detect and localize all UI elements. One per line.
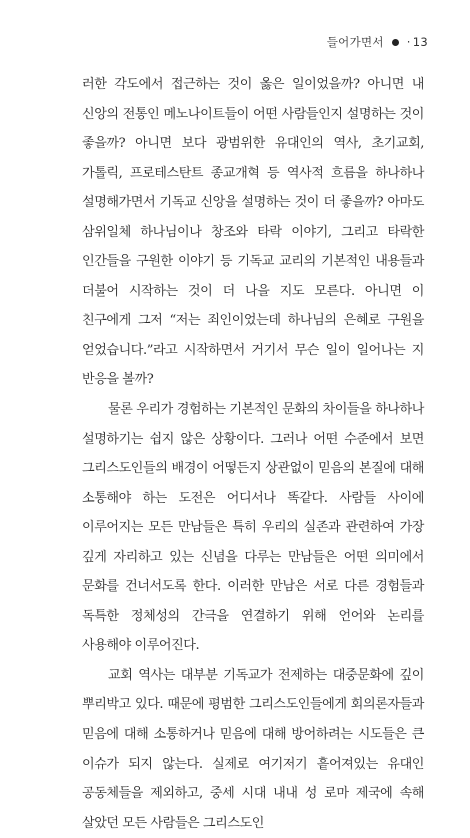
body-text xyxy=(82,70,424,838)
paragraph: 물론 우리가 경험하는 기본적인 문화의 차이들을 하나하나 설명하기는 쉽지 않은 상황이다. 그러나 어떤 수준에서 보면 그리스도인들의 배경이 어떻든지 상관없이 믿음의 본질에 대해 소통해야 하는 도전은 어디서나 똑같다. 사람들 사이에 이루어지는 모든 만남들은 특히 우리의 실존과 관련하여 가장 깊게 자리하고 있는 신념을 다루는 만남들은 어떤 의미에서 문화를 건너서도록 한다. 이러한 만남은 서로 다른 경험들과 독특한 정체성의 간극을 연결하기 위해 언어와 논리를 사용해야 이루어진다. xyxy=(82,402,424,654)
page-number-separator: · xyxy=(406,35,411,49)
chapter-title: 들어가면서 xyxy=(326,35,384,49)
paragraph: 러한 각도에서 접근하는 것이 옳은 일이었을까? 아니면 내 신앙의 전통인 메노나이트들이 어떤 사람들인지 설명하는 것이 좋을까? 아니면 보다 광범위한 유대인의 역사, 초기교회, 가톨릭, 프로테스탄트 종교개혁 등 역사적 흐름을 하나하나 설명해가면서 기독교 신앙을 설명하는 것이 더 좋을까? 아마도 삼위일체 하나님이나 창조와 타락 이야기, 그리고 타락한 인간들을 구원한 이야기 등 기독교 교리의 기본적인 내용들과 더불어 시작하는 것이 더 나을 지도 모른다. 아니면 이 친구에게 그저 “저는 죄인이었는데 하나님의 은혜로 구원을 얻었습니다.”라고 시작하면서 거기서 무슨 일이 일어나는 지 반응을 볼까? xyxy=(82,77,424,388)
bullet-dot-icon xyxy=(392,39,399,46)
page-number: 13 xyxy=(412,35,428,49)
paragraph: 교회 역사는 대부분 기독교가 전제하는 대중문화에 깊이 뿌리박고 있다. 때문에 평범한 그리스도인들에게 회의론자들과 믿음에 대해 소통하거나 믿음에 대해 방어하려는 시도들은 큰 이슈가 되지 않는다. 실제로 여기저기 흩어져있는 유대인 공동체들을 제외하고, 중세 시대 내내 성 로마 제국에 속해 살았던 모든 사람들은 그리스도인 xyxy=(82,667,424,831)
running-head xyxy=(327,34,428,50)
